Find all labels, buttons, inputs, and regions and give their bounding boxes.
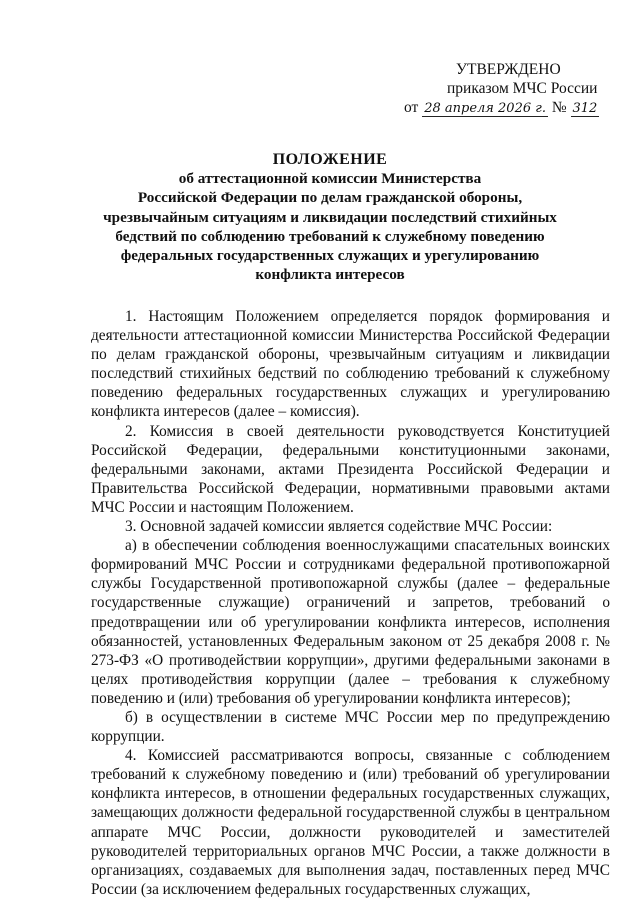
number-prefix: № [551, 99, 567, 116]
paragraph-3b: б) в осуществлении в системе МЧС России мер по предупреждению коррупции. [91, 708, 610, 746]
title-line: чрезвычайным ситуациям и ликвидации последствий стихийных [103, 208, 557, 226]
approval-stamp [400, 60, 630, 117]
document-title [95, 150, 565, 284]
approval-order: приказом МЧС России [447, 80, 598, 97]
document-body [91, 307, 610, 899]
title-line: федеральных государственных служащих и урегулированию [120, 247, 540, 265]
approval-date-line [400, 98, 630, 117]
paragraph-3: 3. Основной задачей комиссии является содействие МЧС России: [125, 518, 553, 536]
paragraph-1: 1. Настоящим Положением определяется порядок формирования и деятельности аттестационной комиссии Министерства Российской Федерации по делам гражданской обороны, чрезвычайным ситуациям и ликвидации последствий стихийных бедствий по соблюдению требований к служебному поведению федеральных государственных служащих и урегулированию конфликта интересов (далее – комиссия). [91, 308, 610, 421]
approval-heading: УТВЕРЖДЕНО [456, 61, 561, 78]
title-line: Российской Федерации по делам гражданской обороны, [137, 189, 523, 207]
paragraph-4: 4. Комиссией рассматриваются вопросы, связанные с соблюдением требований к служебному поведению и (или) требований об урегулировании конфликта интересов, в отношении федеральных государственных служащих, замещающих должности федеральной государственной службы в центральном аппарате МЧС России, должности руководителей и заместителей руководителей территориальных органов МЧС России, а также должности в организациях, создаваемых для выполнения задач, поставленных перед МЧС России (за исключением федеральных государственных служащих, [91, 747, 610, 898]
paragraph-3a: а) в обеспечении соблюдения военнослужащими спасательных воинских формирований МЧС России и сотрудниками федеральной противопожарной службы Государственной противопожарной службы (далее – федеральные государственные служащие) ограничений и запретов, требований о предотвращении или об урегулировании конфликта интересов, исполнения обязанностей, установленных Федеральным законом от 25 декабря 2008 г. № 273-ФЗ «О противодействии коррупции», другими федеральными законами в целях противодействия коррупции (далее – требования к служебному поведению и (или) требования об урегулировании конфликта интересов); [91, 537, 610, 707]
paragraph-2: 2. Комиссия в своей деятельности руководствуется Конституцией Российской Федерации, федеральными конституционными законами, федеральными законами, актами Президента Российской Федерации и Правительства Российской Федерации, нормативными правовыми актами МЧС России и настоящим Положением. [91, 422, 610, 516]
handwritten-number: 312 [572, 101, 598, 116]
date-prefix: от [404, 99, 419, 116]
title-line: бедствий по соблюдению требований к служебному поведению [115, 227, 545, 245]
title-line: конфликта интересов [255, 266, 405, 284]
handwritten-date: 28 апреля 2026 г. [424, 101, 546, 116]
title-main: ПОЛОЖЕНИЕ [272, 151, 388, 168]
title-line: об аттестационной комиссии Министерства [178, 170, 482, 188]
